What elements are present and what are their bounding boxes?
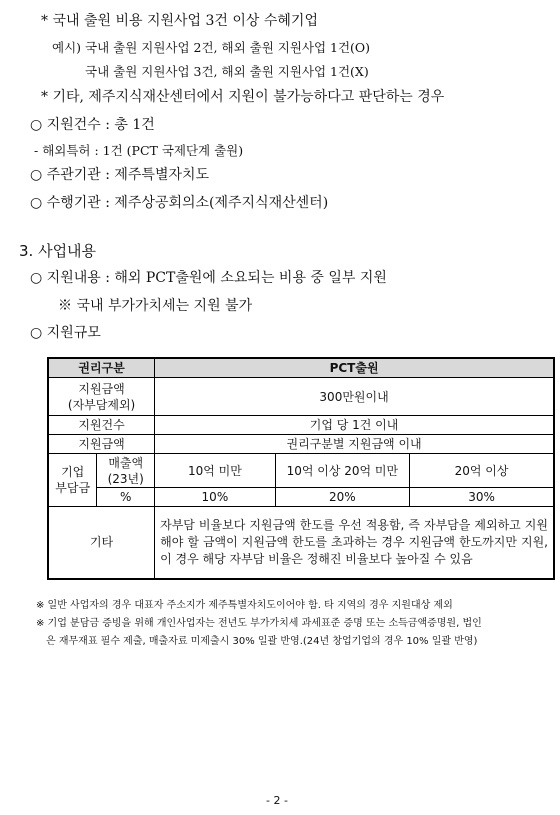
vat-note: ※ 국내 부가가치세는 지원 불가: [58, 298, 253, 314]
bullet-executing-agency: ○ 수행기관 : 제주상공회의소(제주지식재산센터): [30, 195, 329, 211]
example-line: 국내 출원 지원사업 3건, 해외 출원 지원사업 1건(X): [85, 64, 369, 79]
bullet-support-count: ○ 지원건수 : 총 1건: [30, 117, 155, 133]
cell-count: 기업 당 1건 이내: [155, 416, 554, 435]
header-pct: PCT출원: [155, 358, 554, 378]
sub-label-percent: %: [97, 488, 155, 507]
criteria-line: * 기타, 제주지식재산센터에서 지원이 불가능하다고 판단하는 경우: [41, 89, 445, 105]
example-line: 예시) 국내 출원 지원사업 2건, 해외 출원 지원사업 1건(O): [52, 40, 371, 55]
support-table: [47, 357, 555, 580]
row-label-count: 지원건수: [48, 416, 155, 435]
cell-other-note: 자부담 비율보다 지원금액 한도를 우선 적용함, 즉 자부담을 제외하고 지원해야 할 금액이 지원금액 한도를 초과하는 경우 지원금액 한도까지만 지원, 이 경우 해당 자부담 비율은 정해진 비율보다 높아질 수 있음: [155, 507, 554, 579]
bullet-host-agency: ○ 주관기관 : 제주특별자치도: [30, 167, 210, 183]
row-label-amount: 지원금액: [48, 435, 155, 454]
header-rights-type: 권리구분: [48, 358, 155, 378]
cell-revenue-tier-1: 10억 미만: [155, 454, 276, 488]
footnote: ※ 일반 사업자의 경우 대표자 주소지가 제주특별자치도이어야 함. 타 지역의 경우 지원대상 제외: [36, 600, 453, 611]
cell-amount-limit: 300만원이내: [155, 378, 554, 416]
cell-revenue-tier-3: 20억 이상: [410, 454, 554, 488]
criteria-line: * 국내 출원 비용 지원사업 3건 이상 수혜기업: [41, 13, 318, 29]
sub-bullet-patent: - 해외특허 : 1건 (PCT 국제단계 출원): [34, 143, 244, 158]
bullet-support-scale: ○ 지원규모: [30, 325, 101, 341]
sub-label-revenue: 매출액 (23년): [97, 454, 155, 488]
section-heading: 3. 사업내용: [19, 242, 97, 260]
row-label-other: 기타: [48, 507, 155, 579]
cell-revenue-tier-2: 10억 이상 20억 미만: [275, 454, 409, 488]
bullet-support-content: ○ 지원내용 : 해외 PCT출원에 소요되는 비용 중 일부 지원: [30, 270, 387, 286]
cell-rate-tier-2: 20%: [275, 488, 409, 507]
row-label-amount-excl: 지원금액 (자부담제외): [48, 378, 155, 416]
cell-rate-tier-1: 10%: [155, 488, 276, 507]
footnote: ※ 기업 분담금 증빙을 위해 개인사업자는 전년도 부가가치세 과세표준 증명 또는 소득금액증명원, 법인: [36, 618, 482, 629]
cell-amount: 권리구분별 지원금액 이내: [155, 435, 554, 454]
page-number: - 2 -: [266, 794, 288, 807]
row-label-company-share: 기업 부담금: [48, 454, 97, 507]
footnote: 은 재무재표 필수 제출, 매출자료 미제출시 30% 일괄 반영.(24년 창업기업의 경우 10% 일괄 반영): [46, 636, 478, 647]
cell-rate-tier-3: 30%: [410, 488, 554, 507]
